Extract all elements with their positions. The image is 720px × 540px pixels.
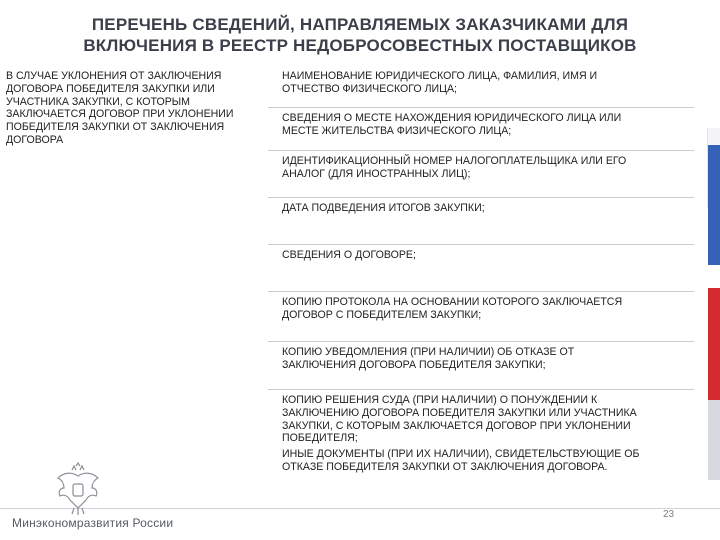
requirement-line: КОПИЮ РЕШЕНИЯ СУДА (ПРИ НАЛИЧИИ) О ПОНУЖДЕНИИ К	[282, 394, 598, 406]
requirement-line: МЕСТЕ ЖИТЕЛЬСТВА ФИЗИЧЕСКОГО ЛИЦА;	[282, 124, 512, 137]
flag-stripe-blue	[708, 145, 720, 265]
requirement-line: ИДЕНТИФИКАЦИОННЫЙ НОМЕР НАЛОГОПЛАТЕЛЬЩИКА ИЛИ ЕГО	[282, 155, 627, 167]
requirement-row	[268, 151, 694, 198]
condition-line: В СЛУЧАЕ УКЛОНЕНИЯ ОТ ЗАКЛЮЧЕНИЯ	[6, 70, 222, 82]
requirement-row	[268, 108, 694, 151]
requirement-row	[268, 245, 694, 292]
footer-divider	[0, 508, 720, 509]
requirement-line: ПОБЕДИТЕЛЯ;	[282, 432, 358, 445]
requirement-row	[268, 292, 694, 342]
requirement-line: ЗАКУПКИ, С КОТОРЫМ ЗАКЛЮЧАЕТСЯ ДОГОВОР ПРИ УКЛОНЕНИИ	[282, 419, 631, 432]
condition-cell	[6, 70, 268, 147]
coat-of-arms-emblem	[52, 462, 104, 516]
condition-line: УЧАСТНИКА ЗАКУПКИ, С КОТОРЫМ	[6, 95, 190, 108]
condition-line: ДОГОВОРА	[6, 133, 64, 146]
requirement-line: ИНЫЕ ДОКУМЕНТЫ (ПРИ ИХ НАЛИЧИИ), СВИДЕТЕЛЬСТВУЮЩИЕ ОБ	[282, 448, 640, 460]
title-line-1: ПЕРЕЧЕНЬ СВЕДЕНИЙ, НАПРАВЛЯЕМЫХ ЗАКАЗЧИКАМИ ДЛЯ	[91, 15, 629, 34]
condition-line: ДОГОВОРА ПОБЕДИТЕЛЯ ЗАКУПКИ ИЛИ	[6, 82, 215, 95]
condition-line: ЗАКЛЮЧАЕТСЯ ДОГОВОР ПРИ УКЛОНЕНИИ	[6, 108, 234, 121]
requirement-line: ДАТА ПОДВЕДЕНИЯ ИТОГОВ ЗАКУПКИ;	[282, 202, 485, 214]
flag-stripe-grey	[708, 400, 720, 480]
requirement-line: СВЕДЕНИЯ О ДОГОВОРЕ;	[282, 249, 416, 261]
requirement-line: ОТКАЗЕ ПОБЕДИТЕЛЯ ЗАКУПКИ ОТ ЗАКЛЮЧЕНИЯ ДОГОВОРА.	[282, 460, 608, 473]
requirement-row	[268, 66, 694, 108]
requirement-line: СВЕДЕНИЯ О МЕСТЕ НАХОЖДЕНИЯ ЮРИДИЧЕСКОГО ЛИЦА ИЛИ	[282, 112, 622, 124]
page-number: 23	[663, 509, 675, 520]
ministry-name: Минэкономразвития России	[12, 516, 174, 530]
requirements-list	[268, 66, 694, 490]
requirement-row	[268, 198, 694, 245]
requirement-row	[268, 390, 694, 444]
requirement-line: ЗАКЛЮЧЕНИЯ ДОГОВОРА ПОБЕДИТЕЛЯ ЗАКУПКИ;	[282, 358, 546, 371]
requirement-row	[268, 444, 694, 490]
requirement-line: ЗАКЛЮЧЕНИЮ ДОГОВОРА ПОБЕДИТЕЛЯ ЗАКУПКИ ИЛИ УЧАСТНИКА	[282, 406, 637, 419]
requirement-line: КОПИЮ ПРОТОКОЛА НА ОСНОВАНИИ КОТОРОГО ЗАКЛЮЧАЕТСЯ	[282, 296, 623, 308]
requirement-line: АНАЛОГ (ДЛЯ ИНОСТРАННЫХ ЛИЦ);	[282, 167, 471, 180]
requirement-line: ОТЧЕСТВО ФИЗИЧЕСКОГО ЛИЦА;	[282, 82, 457, 95]
condition-line: ПОБЕДИТЕЛЯ ЗАКУПКИ ОТ ЗАКЛЮЧЕНИЯ	[6, 121, 225, 134]
page-title	[40, 14, 680, 56]
flag-stripe-red	[708, 288, 720, 408]
requirement-line: ДОГОВОР С ПОБЕДИТЕЛЕМ ЗАКУПКИ;	[282, 308, 482, 321]
requirement-line: НАИМЕНОВАНИЕ ЮРИДИЧЕСКОГО ЛИЦА, ФАМИЛИЯ, ИМЯ И	[282, 70, 598, 82]
title-line-2: ВКЛЮЧЕНИЯ В РЕЕСТР НЕДОБРОСОВЕСТНЫХ ПОСТАВЩИКОВ	[83, 36, 637, 55]
requirement-row	[268, 342, 694, 390]
requirement-line: КОПИЮ УВЕДОМЛЕНИЯ (ПРИ НАЛИЧИИ) ОБ ОТКАЗЕ ОТ	[282, 346, 575, 358]
